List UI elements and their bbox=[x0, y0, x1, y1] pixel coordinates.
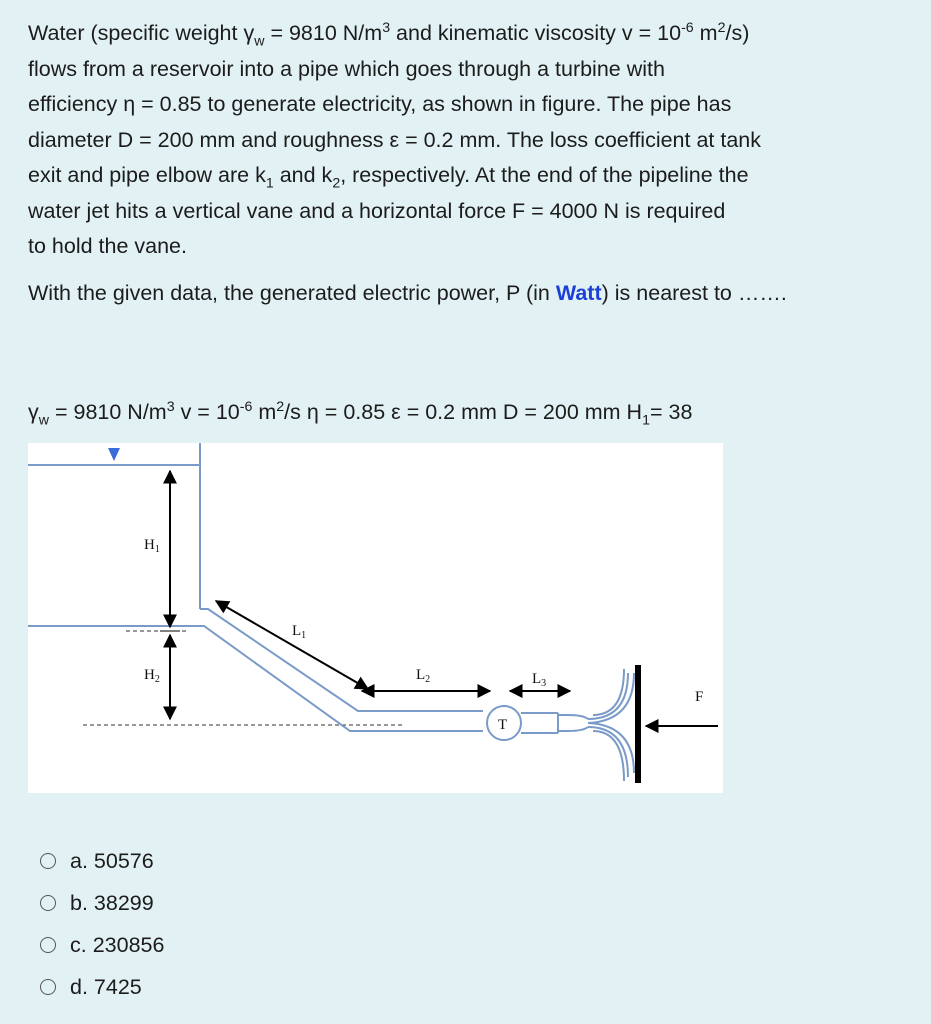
answer-options bbox=[40, 840, 164, 1008]
problem-line: flows from a reservoir into a pipe which goes through a turbine with bbox=[28, 56, 665, 81]
pipeline-diagram bbox=[28, 443, 723, 793]
option-label: c. 230856 bbox=[70, 932, 165, 957]
l1-arrow bbox=[216, 601, 368, 689]
question-text: With the given data, the generated electric power, P (in Watt) is nearest to ……. bbox=[28, 281, 787, 305]
option-b[interactable] bbox=[40, 882, 164, 924]
given-line-1: $\gamma_w = 9810$ $N/m^3$ $v = 10^{-6}$ $m^2/s$ η = 0.85 ε = 0.2 mm D = 200 mm $H_1= 38$ bbox=[28, 398, 693, 429]
jet-deflection-down bbox=[588, 723, 634, 781]
jet-deflection-up bbox=[588, 669, 634, 723]
label-l2: $L_2$ bbox=[416, 667, 431, 685]
option-label: b. 38299 bbox=[70, 890, 154, 915]
water-level-marker-icon bbox=[108, 448, 120, 461]
label-h2: $H_2$ bbox=[144, 667, 160, 685]
option-a[interactable] bbox=[40, 840, 164, 882]
problem-line: diameter D = 200 mm and roughness ε = 0.2 mm. The loss coefficient at tank bbox=[28, 127, 761, 152]
problem-line: exit and pipe elbow are $k_1$ and $k_2$, respectively. At the end of the pipeline the bbox=[28, 163, 749, 192]
radio-button[interactable] bbox=[40, 937, 56, 953]
label-turbine: T bbox=[498, 717, 508, 733]
problem-line: water jet hits a vertical vane and a horizontal force F = 4000 N is required bbox=[28, 198, 726, 223]
radio-button[interactable] bbox=[40, 979, 56, 995]
problem-line: to hold the vane. bbox=[28, 234, 187, 258]
label-l1: $L_1$ bbox=[292, 623, 307, 641]
pipe-upper-wall bbox=[200, 609, 483, 711]
pipeline-figure bbox=[28, 443, 723, 793]
option-label: a. 50576 bbox=[70, 848, 154, 873]
problem-statement bbox=[28, 16, 908, 265]
pipe-lower-wall bbox=[200, 626, 483, 731]
label-l3: $L_3$ bbox=[532, 671, 547, 689]
vertical-vane bbox=[635, 665, 641, 783]
unit-watt: Watt bbox=[555, 281, 602, 305]
option-d[interactable] bbox=[40, 966, 164, 1008]
problem-line: efficiency η = 0.85 to generate electricity, as shown in figure. The pipe has bbox=[28, 92, 732, 116]
radio-button[interactable] bbox=[40, 853, 56, 869]
option-label: d. 7425 bbox=[70, 974, 142, 999]
label-force: F bbox=[695, 689, 704, 705]
problem-line: Water (specific weight $\gamma_w = 9810$ $N/m^3$ and kinematic viscosity $v = 10^{-6}$ $m^2/s$) bbox=[28, 19, 750, 50]
radio-button[interactable] bbox=[40, 895, 56, 911]
option-c[interactable] bbox=[40, 924, 164, 966]
label-h1: $H_1$ bbox=[144, 537, 160, 555]
water-jet bbox=[558, 715, 588, 731]
pipe-after-turbine bbox=[521, 713, 558, 733]
